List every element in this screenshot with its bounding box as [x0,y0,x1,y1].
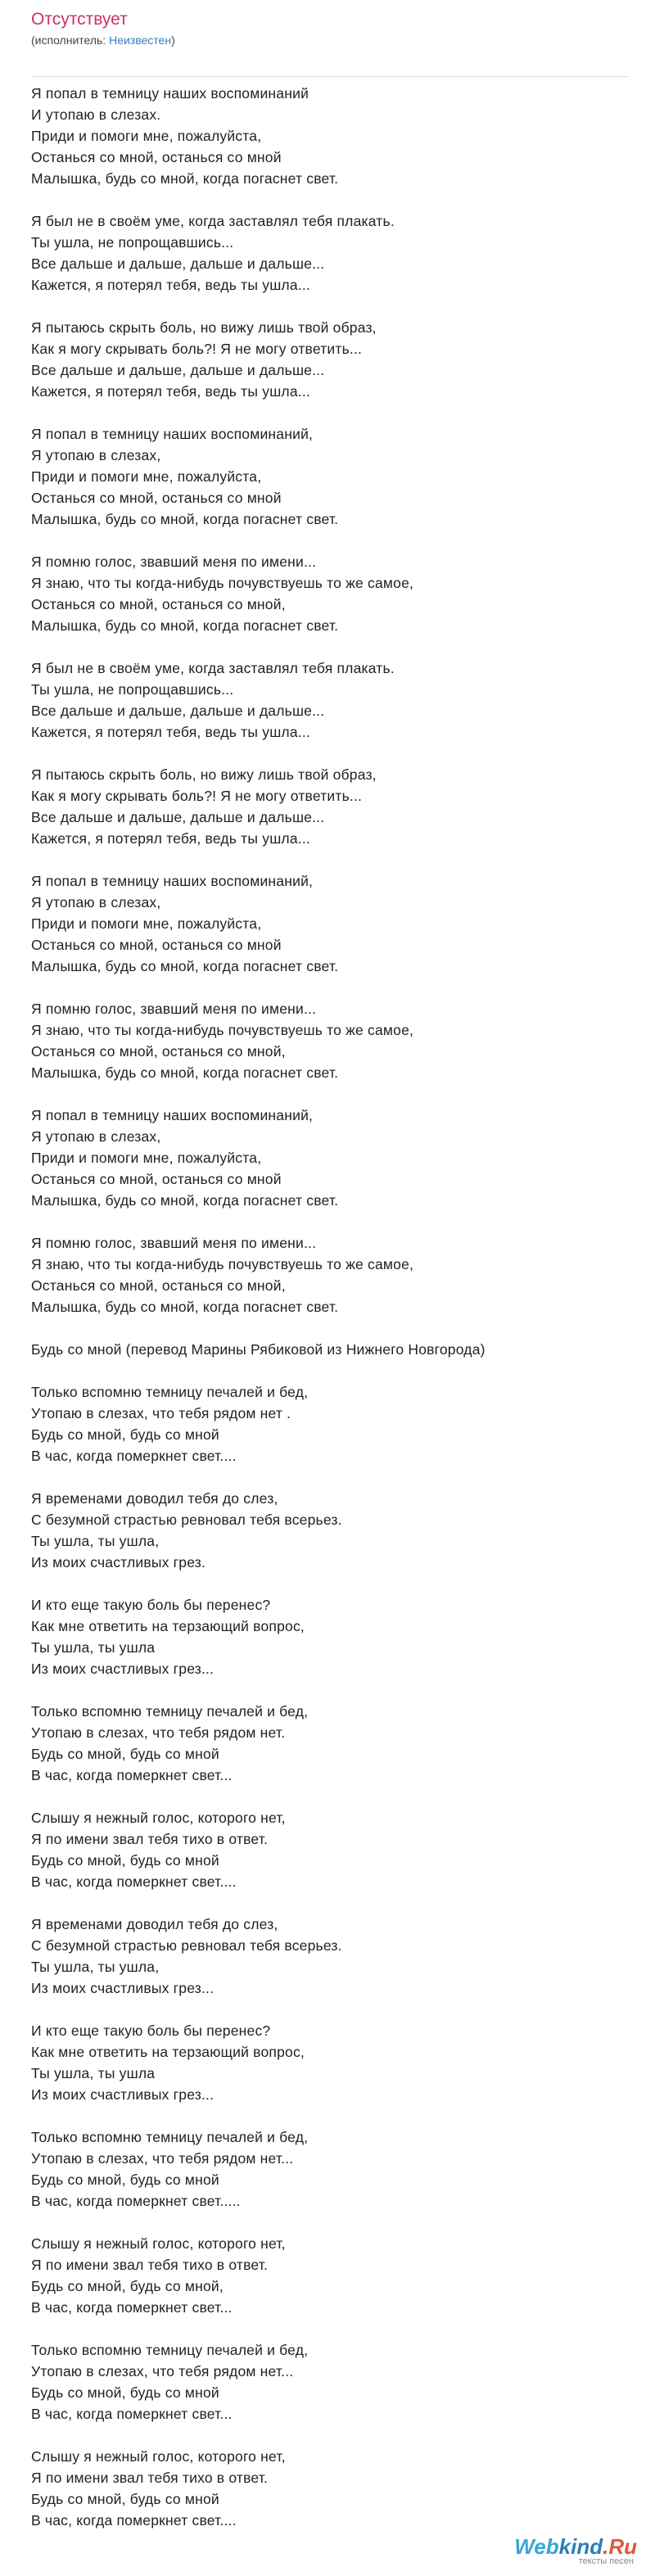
lyric-line: Я был не в своём уме, когда заставлял тебя плакать. [31,213,395,229]
lyric-line: Я попал в темницу наших воспоминаний [31,85,309,102]
lyric-line: В час, когда померкнет свет.... [31,1873,237,1890]
lyric-line: Малышка, будь со мной, когда погаснет свет. [31,511,339,527]
lyrics-stanza [31,2446,629,2531]
lyric-line: Останься со мной, останься со мной [31,1171,282,1187]
lyric-line: Я попал в темницу наших воспоминаний, [31,873,314,889]
lyric-line: В час, когда померкнет свет... [31,1767,233,1783]
lyric-line: Утопаю в слезах, что тебя рядом нет . [31,1405,291,1421]
logo-wordmark [514,2535,637,2558]
lyrics-stanza [31,1807,629,1892]
lyric-line: В час, когда померкнет свет..... [31,2193,241,2209]
lyric-line: Я по имени звал тебя тихо в ответ. [31,2257,269,2273]
lyric-line: В час, когда померкнет свет.... [31,1448,237,1464]
lyric-line: Утопаю в слезах, что тебя рядом нет... [31,2150,294,2167]
lyric-line: С безумной страстью ревновал тебя всерьез. [31,1512,342,1528]
lyric-line: И утопаю в слезах. [31,106,161,123]
song-header [31,7,629,47]
lyric-line: Будь со мной, будь со мной [31,1426,219,1443]
lyrics-stanza [31,2233,629,2318]
logo-tagline: тексты песен [578,2556,634,2566]
lyric-line: Будь со мной, будь со мной [31,2172,219,2188]
lyric-line: Я был не в своём уме, когда заставлял тебя плакать. [31,660,395,676]
lyric-line: Только вспомню темницу печалей и бед, [31,1703,309,1720]
lyric-line: Я знаю, что ты когда-нибудь почувствуешь то же самое, [31,575,414,591]
lyric-line: Из моих счастливых грез... [31,1980,215,1996]
lyric-line: В час, когда померкнет свет.... [31,2512,237,2529]
lyrics-stanza [31,1339,629,1360]
lyric-line: И кто еще такую боль бы перенес? [31,1597,271,1613]
lyric-line: Кажется, я потерял тебя, ведь ты ушла... [31,383,310,400]
lyrics-stanza [31,83,629,189]
lyric-line: Из моих счастливых грез. [31,1554,206,1570]
lyric-line: Будь со мной, будь со мной [31,2384,219,2401]
lyrics-stanza [31,1381,629,1467]
lyric-line: Останься со мной, останься со мной [31,490,282,506]
lyric-line: Ты ушла, ты ушла, [31,1533,160,1549]
lyric-line: Будь со мной, будь со мной [31,1746,219,1762]
lyric-line: Ты ушла, ты ушла [31,1639,156,1656]
lyric-line: Слышу я нежный голос, которого нет, [31,2448,286,2465]
song-title: Отсутствует [31,10,128,29]
lyric-line: Я помню голос, звавший меня по имени... [31,1235,317,1251]
lyric-line: Слышу я нежный голос, которого нет, [31,1810,286,1826]
lyric-line: Только вспомню темницу печалей и бед, [31,2129,309,2145]
lyric-line: Как мне ответить на терзающий вопрос, [31,1618,305,1634]
lyrics-stanza [31,764,629,849]
lyric-line: Я по имени звал тебя тихо в ответ. [31,1831,269,1847]
lyric-line: Все дальше и дальше, дальше и дальше... [31,809,325,825]
lyric-line: Я пытаюсь скрыть боль, но вижу лишь твой образ, [31,766,377,783]
lyric-line: Останься со мной, останься со мной, [31,1277,286,1294]
lyrics-stanza [31,870,629,977]
lyric-line: Ты ушла, не попрощавшись... [31,234,234,251]
logo-web-text: Web [514,2534,559,2559]
lyric-line: Кажется, я потерял тебя, ведь ты ушла... [31,724,310,740]
webkind-logo[interactable] [514,2535,637,2566]
lyric-line: Останься со мной, останься со мной [31,937,282,953]
lyric-line: Малышка, будь со мной, когда погаснет свет. [31,1299,339,1315]
lyric-line: С безумной страстью ревновал тебя всерьез. [31,1937,342,1954]
lyric-line: Я попал в темницу наших воспоминаний, [31,1107,314,1123]
lyric-line: Будь со мной, будь со мной [31,1852,219,1869]
lyrics-stanza [31,998,629,1083]
artist-link[interactable]: Неизвестен [109,34,172,47]
artist-suffix: ) [171,34,175,47]
lyric-line: Я утопаю в слезах, [31,447,161,463]
lyric-line: Все дальше и дальше, дальше и дальше... [31,362,325,378]
lyric-line: Малышка, будь со мной, когда погаснет свет. [31,170,339,187]
lyric-line: В час, когда померкнет свет... [31,2406,233,2422]
lyric-line: Я пытаюсь скрыть боль, но вижу лишь твой образ, [31,319,377,336]
lyric-line: Приди и помоги мне, пожалуйста, [31,468,262,485]
lyric-line: Как мне ответить на терзающий вопрос, [31,2044,305,2060]
lyric-line: Я попал в темницу наших воспоминаний, [31,426,314,442]
lyric-line: Только вспомню темницу печалей и бед, [31,1384,309,1400]
lyric-line: Все дальше и дальше, дальше и дальше... [31,255,325,272]
lyric-line: Я знаю, что ты когда-нибудь почувствуешь то же самое, [31,1022,414,1038]
lyric-line: Я утопаю в слезах, [31,894,161,911]
artist-line [31,33,629,47]
lyrics-stanza [31,423,629,530]
lyrics-stanza [31,210,629,296]
lyrics-stanza [31,2126,629,2212]
artist-prefix: (исполнитель: [31,34,110,47]
lyric-line: Останься со мной, останься со мной, [31,1043,286,1060]
lyric-line: Только вспомню темницу печалей и бед, [31,2342,309,2358]
lyrics-stanza [31,1232,629,1317]
lyric-line: Слышу я нежный голос, которого нет, [31,2235,286,2252]
lyric-line: В час, когда померкнет свет... [31,2299,233,2316]
lyrics-body [31,83,629,2531]
lyric-line: Как я могу скрывать боль?! Я не могу ответить... [31,341,363,357]
lyric-line: Ты ушла, ты ушла, [31,1959,160,1975]
lyric-line: Будь со мной, будь со мной [31,2491,219,2507]
lyric-line: Останься со мной, останься со мной, [31,596,286,612]
lyric-line: Малышка, будь со мной, когда погаснет свет. [31,1064,339,1081]
lyric-line: Как я могу скрывать боль?! Я не могу ответить... [31,788,363,804]
lyric-line: Ты ушла, не попрощавшись... [31,681,234,698]
logo-kind-text: kind [558,2534,603,2559]
lyric-line: Я утопаю в слезах, [31,1128,161,1145]
header-divider [31,76,629,77]
lyrics-stanza [31,1914,629,1999]
lyric-line: Я по имени звал тебя тихо в ответ. [31,2470,269,2486]
lyrics-stanza [31,551,629,636]
lyric-line: Малышка, будь со мной, когда погаснет свет. [31,958,339,974]
lyrics-stanza [31,1488,629,1573]
lyric-line: Я помню голос, звавший меня по имени... [31,554,317,570]
lyric-line: Будь со мной (перевод Марины Рябиковой из Нижнего Новгорода) [31,1341,486,1358]
lyrics-stanza [31,317,629,402]
lyrics-stanza [31,658,629,743]
lyric-line: И кто еще такую боль бы перенес? [31,2022,271,2039]
logo-ru-text: .Ru [603,2534,637,2559]
lyric-line: Кажется, я потерял тебя, ведь ты ушла... [31,830,310,847]
lyric-line: Останься со мной, останься со мной [31,149,282,165]
lyric-line: Из моих счастливых грез... [31,2086,215,2103]
lyrics-stanza [31,1701,629,1786]
lyric-line: Ты ушла, ты ушла [31,2065,156,2081]
lyric-line: Малышка, будь со мной, когда погаснет свет. [31,617,339,634]
lyric-line: Я помню голос, звавший меня по имени... [31,1001,317,1017]
lyric-line: Утопаю в слезах, что тебя рядом нет. [31,1724,286,1741]
lyrics-stanza [31,1594,629,1679]
lyrics-stanza [31,2020,629,2105]
lyric-line: Приди и помоги мне, пожалуйста, [31,915,262,932]
lyric-line: Приди и помоги мне, пожалуйста, [31,1150,262,1166]
lyric-line: Утопаю в слезах, что тебя рядом нет... [31,2363,294,2379]
lyric-line: Из моих счастливых грез... [31,1661,215,1677]
lyric-line: Все дальше и дальше, дальше и дальше... [31,703,325,719]
lyric-line: Я временами доводил тебя до слез, [31,1916,278,1932]
lyric-line: Я временами доводил тебя до слез, [31,1490,278,1507]
lyric-line: Будь со мной, будь со мной, [31,2278,224,2294]
lyrics-stanza [31,2339,629,2425]
lyric-line: Я знаю, что ты когда-нибудь почувствуешь то же самое, [31,1256,414,1272]
lyric-line: Малышка, будь со мной, когда погаснет свет. [31,1192,339,1209]
lyric-line: Кажется, я потерял тебя, ведь ты ушла... [31,277,310,293]
lyrics-stanza [31,1105,629,1211]
lyric-line: Приди и помоги мне, пожалуйста, [31,128,262,144]
